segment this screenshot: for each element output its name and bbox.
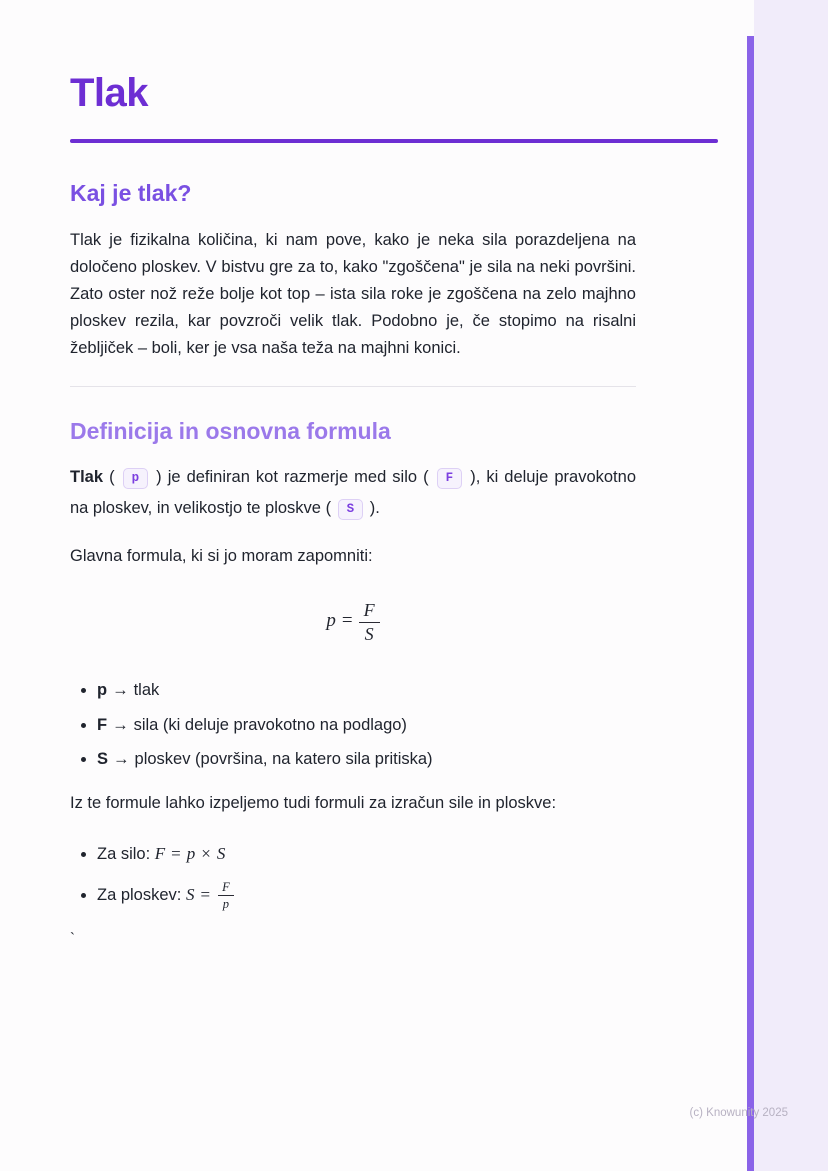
arrow-icon: → [112,681,129,700]
text-segment: ) je definiran kot razmerje med silo ( [150,467,435,486]
text-segment: ), ki deluje pravokotno na ploskev, in velikostjo te ploskve ( [70,467,636,517]
section-heading-definicija: Definicija in osnovna formula [70,417,391,444]
page-content [70,0,718,951]
inline-code-p: p [123,468,149,489]
equals-sign: = [200,884,211,904]
derived-intro-text: Iz te formule lahko izpeljemo tudi formuli za izračun sile in ploskve: [70,793,557,812]
item-label: Za silo: [97,844,155,863]
list-item-s [97,749,636,770]
section-kaj-je-tlak [70,179,718,362]
symbol-description: sila (ki deluje pravokotno na podlago) [133,715,407,734]
math-var-f: F [218,880,234,896]
math-var-p: p [186,843,196,863]
symbol-f: F [97,715,108,734]
symbol-description: tlak [133,681,160,700]
right-gutter [754,0,828,1171]
symbol-p: p [97,681,108,700]
formula-p-equals-f-over-s [326,599,379,644]
symbols-list [70,680,636,770]
arrow-icon: → [113,750,130,769]
multiply-sign: × [201,843,211,863]
item-label: Za ploskev: [97,885,186,904]
section-divider [70,386,636,387]
symbol-description: ploskev (površina, na katero sila pritiska) [134,750,433,769]
math-var-f: F [154,843,166,863]
symbol-s: S [97,750,109,769]
footer-credit: (c) Knowunity 2025 [689,1107,788,1119]
math-var-f: F [359,600,380,623]
intro-paragraph: Tlak je fizikalna količina, ki nam pove, kako je neka sila porazdeljena na določeno ploskev. V bistvu gre za to, kako "zgoščena" je sila na neki površini. Zato oster nož reže bolje kot top – ista sila roke je zgoščena na zelo majhno ploskev rezila, kar povzroči velik tlak. Podobno je, če stopimo na risalni žebljiček – boli, ker je vsa naša teža na majhni konici. [70,230,636,357]
formula-intro-text: Glavna formula, ki si jo moram zapomniti: [70,546,373,565]
main-formula [70,600,636,644]
inline-code-f: F [437,468,463,489]
list-item-za-silo [97,843,636,865]
right-accent-bar [747,36,754,1171]
page-title: Tlak [70,71,149,115]
section-definicija [70,417,718,951]
list-item-p [97,680,636,701]
bold-term-tlak: Tlak [70,467,104,486]
math-var-s: S [364,623,374,644]
stray-backtick: ` [70,929,75,947]
fraction-f-over-p [218,880,234,912]
math-var-s: S [216,843,226,863]
arrow-icon: → [112,715,129,734]
inline-code-s: S [338,499,364,520]
title-rule [70,139,718,143]
math-var-p: p [222,897,229,912]
math-var-p: p [326,610,336,632]
math-expression-force [155,844,226,863]
fraction-f-over-s [359,600,380,644]
equals-sign: = [341,610,353,632]
math-var-s: S [185,884,195,904]
math-expression-area [185,879,234,912]
section-heading-kaj-je-tlak: Kaj je tlak? [70,180,192,206]
derived-formulas-list [70,843,636,912]
definition-paragraph [70,462,636,524]
equals-sign: = [171,843,181,863]
text-segment: ( [103,467,121,486]
list-item-f [97,715,636,736]
text-segment: ). [365,498,380,517]
list-item-za-ploskev [97,880,636,912]
